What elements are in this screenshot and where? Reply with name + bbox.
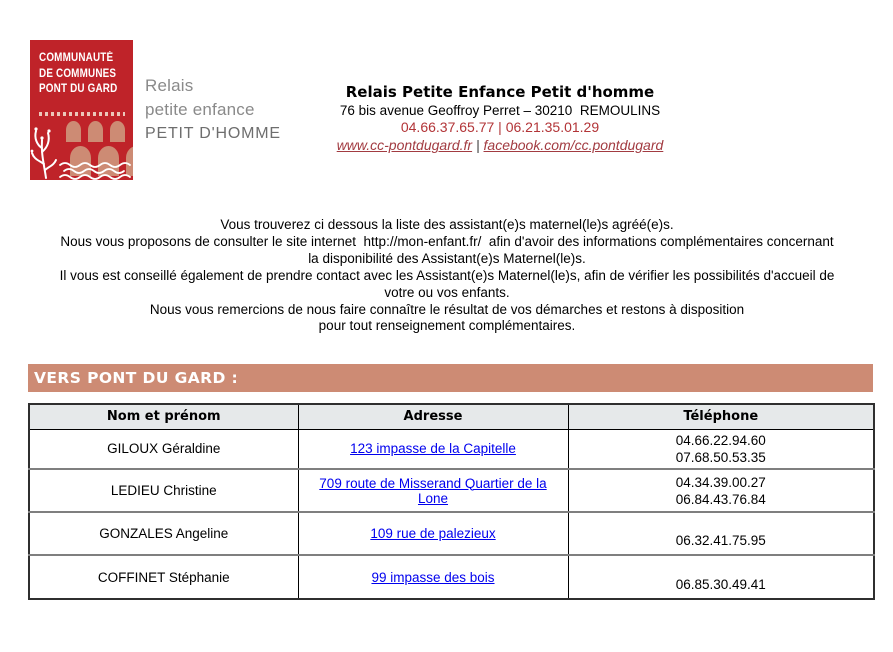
- website-link[interactable]: www.cc-pontdugard.fr: [336, 137, 473, 153]
- brand-line-petit-dhomme: PETIT D'HOMME: [145, 125, 281, 142]
- assistant-name: LEDIEU Christine: [29, 469, 298, 512]
- assistant-address-cell: [298, 469, 568, 512]
- assistant-name: COFFINET Stéphanie: [29, 555, 298, 599]
- intro-line-1: Vous trouverez ci dessous la liste des assistant(e)s maternel(le)s agréé(e)s.: [220, 217, 674, 232]
- brand-line-petite-enfance: petite enfance: [145, 100, 255, 119]
- section-title: VERS PONT DU GARD :: [34, 369, 239, 387]
- phone-number: 04.34.39.00.27: [675, 474, 766, 490]
- assistant-name: GONZALES Angeline: [29, 512, 298, 555]
- pont-du-gard-aqueduct-art: [30, 118, 133, 180]
- header-links: [276, 137, 724, 154]
- intro-paragraph: [22, 217, 872, 335]
- cc-pont-du-gard-logo: [30, 40, 133, 180]
- table-row: [29, 429, 874, 469]
- logo-line-1: COMMUNAUTÉ: [39, 52, 114, 64]
- link-separator: |: [475, 137, 480, 153]
- logo-title-lines: [39, 51, 137, 98]
- section-banner: [28, 364, 873, 392]
- phone-number: 06.85.30.49.41: [675, 577, 766, 592]
- page-title: Relais Petite Enfance Petit d'homme: [345, 83, 655, 101]
- relais-brand-text: [145, 74, 281, 146]
- column-header-address: Adresse: [298, 404, 568, 429]
- table-header-row: [29, 404, 874, 429]
- intro-line-5: votre ou vos enfants.: [384, 284, 510, 300]
- table-row: [29, 555, 874, 599]
- assistant-address-cell: [298, 512, 568, 555]
- intro-line-6: Nous vous remercions de nous faire connaître le résultat de vos démarches et restons à disposition: [149, 301, 745, 317]
- header-phone-numbers: 04.66.37.65.77 | 06.21.35.01.29: [400, 119, 600, 135]
- intro-line-7: pour tout renseignement complémentaires.: [318, 318, 576, 334]
- phone-number: 06.32.41.75.95: [675, 533, 766, 548]
- assistant-address-cell: [298, 429, 568, 469]
- document-header: [276, 84, 724, 154]
- column-header-phone: Téléphone: [568, 404, 874, 429]
- facebook-link[interactable]: facebook.com/cc.pontdugard: [483, 137, 664, 153]
- assistant-phones: [568, 469, 874, 512]
- assistant-name: GILOUX Géraldine: [29, 429, 298, 469]
- address-link[interactable]: 709 route de Misserand Quartier de la Lone: [319, 475, 547, 506]
- column-header-name: Nom et prénom: [29, 404, 298, 429]
- address-link[interactable]: 99 impasse des bois: [371, 569, 495, 585]
- assistants-table: [28, 403, 875, 600]
- assistant-phones: [568, 555, 874, 599]
- intro-line-2: Nous vous proposons de consulter le site internet http://mon-enfant.fr/ afin d'avoir des informations complémentaires concernant: [60, 233, 834, 249]
- intro-line-4: Il vous est conseillé également de prendre contact avec les Assistant(e)s Maternel(le)s, afin de vérifier les possibilités d'accueil de: [59, 267, 835, 283]
- assistant-address-cell: [298, 555, 568, 599]
- intro-line-3: la disponibilité des Assistant(e)s Maternel(le)s.: [308, 250, 586, 266]
- assistant-phones: [568, 512, 874, 555]
- logo-line-3: PONT DU GARD: [39, 83, 118, 95]
- address-link[interactable]: 109 rue de palezieux: [370, 526, 496, 541]
- assistant-phones: [568, 429, 874, 469]
- logo-line-2: DE COMMUNES: [39, 67, 117, 80]
- table-row: [29, 512, 874, 555]
- phone-number: 07.68.50.53.35: [675, 449, 766, 465]
- header-address: 76 bis avenue Geoffroy Perret – 30210 REMOULINS: [339, 103, 661, 118]
- phone-number: 04.66.22.94.60: [675, 432, 766, 448]
- brand-line-relais: Relais: [145, 76, 194, 95]
- logo-dotted-divider: [39, 112, 125, 116]
- table-row: [29, 469, 874, 512]
- address-link[interactable]: 123 impasse de la Capitelle: [350, 441, 516, 457]
- phone-number: 06.84.43.76.84: [675, 491, 766, 507]
